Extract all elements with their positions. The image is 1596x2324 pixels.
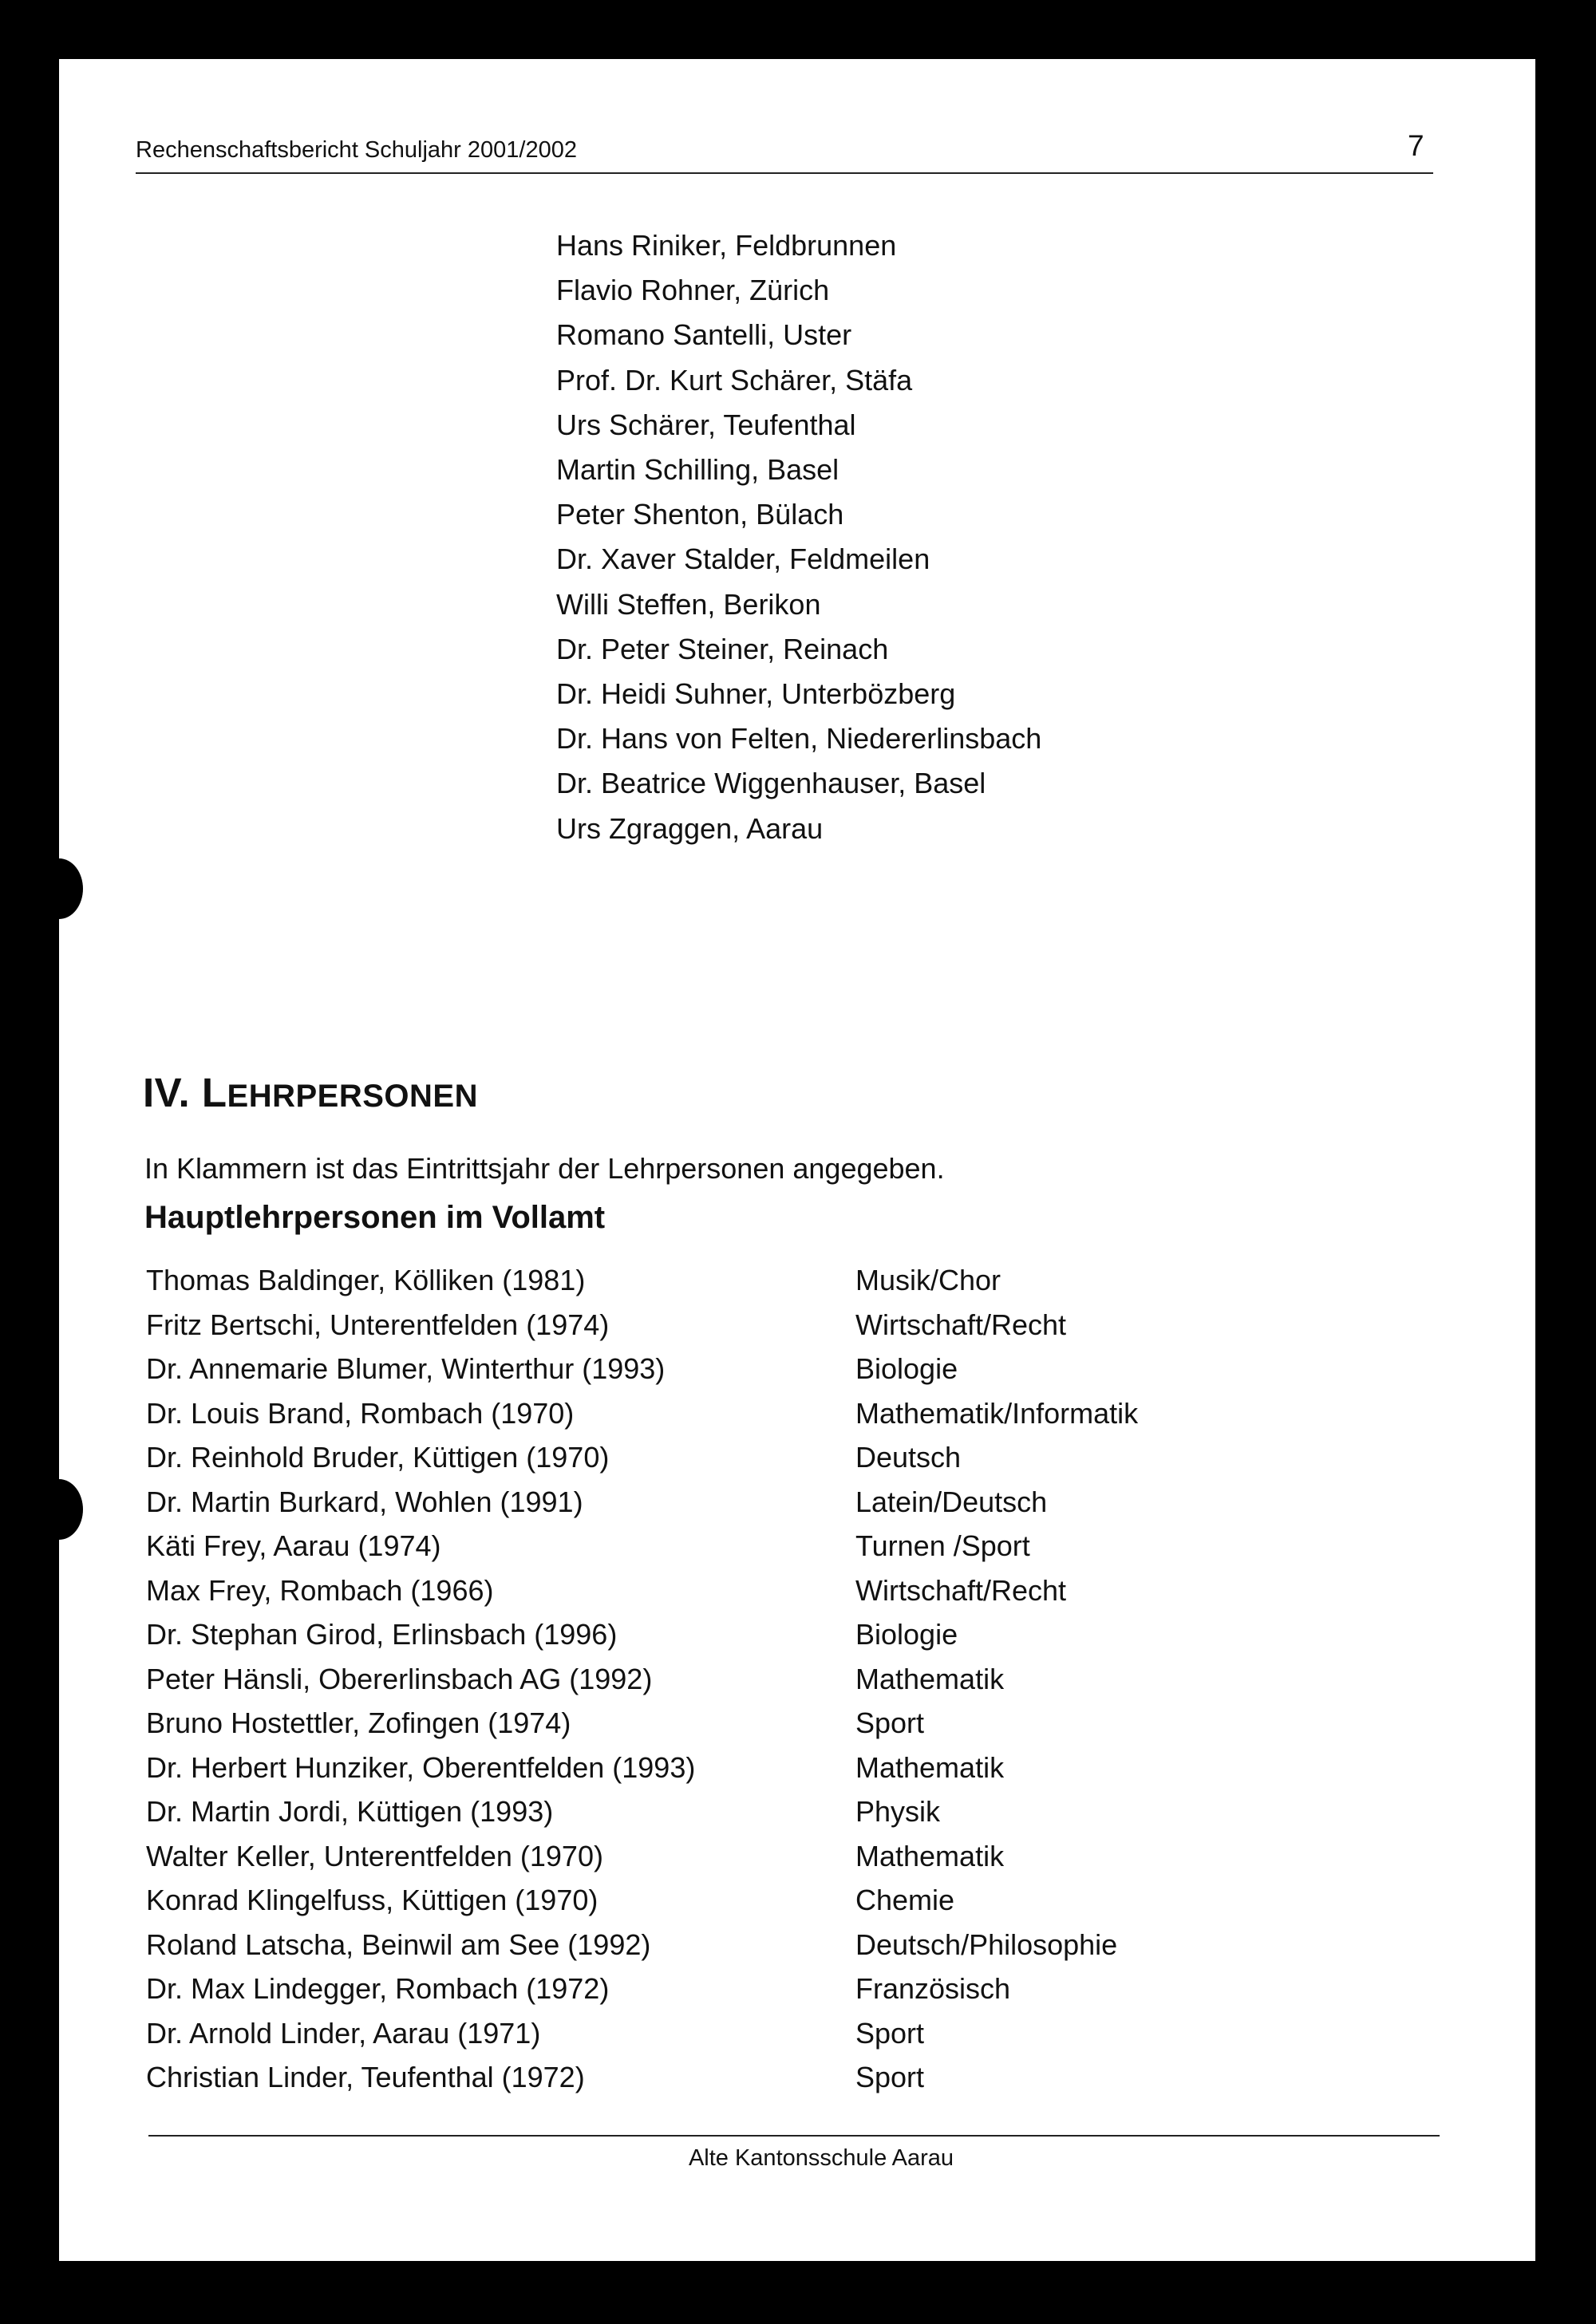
teacher-name: Walter Keller, Unterentfelden (1970) [146,1839,603,1872]
footer-rule [148,2135,1440,2137]
table-row [146,1657,1263,1702]
teacher-subject: Sport [855,2016,925,2050]
list-item: Hans Riniker, Feldbrunnen [556,229,897,262]
table-row [146,1923,1263,1967]
teacher-name: Roland Latscha, Beinwil am See (1992) [146,1927,651,1961]
table-row [146,1568,1263,1613]
teacher-subject: Latein/Deutsch [855,1485,1048,1518]
teacher-name: Dr. Max Lindegger, Rombach (1972) [146,1972,610,2005]
teacher-subject: Turnen /Sport [855,1529,1030,1562]
teacher-name: Dr. Herbert Hunziker, Oberentfelden (1993) [146,1750,696,1784]
teacher-name: Bruno Hostettler, Zofingen (1974) [146,1707,571,1739]
table-row [146,1435,1263,1480]
table-row [146,1391,1263,1436]
list-item: Prof. Dr. Kurt Schärer, Stäfa [556,363,913,397]
teacher-name: Dr. Martin Jordi, Küttigen (1993) [146,1795,554,1828]
table-row [146,1746,1263,1790]
table-row [146,1480,1263,1525]
section-intro: In Klammern ist das Eintrittsjahr der Lehrpersonen angegeben. [144,1152,945,1185]
footer-text: Alte Kantonsschule Aarau [688,2145,954,2171]
list-item: Urs Zgraggen, Aarau [556,811,824,845]
list-item: Martin Schilling, Basel [556,453,839,487]
table-row [146,1701,1263,1746]
teacher-subject: Wirtschaft/Recht [855,1308,1067,1341]
section-number: IV. [143,1070,191,1115]
teacher-name: Christian Linder, Teufenthal (1972) [146,2061,585,2093]
teacher-name: Käti Frey, Aarau (1974) [146,1529,441,1562]
table-row [146,1834,1263,1879]
teacher-subject: Sport [855,1707,925,1739]
table-row [146,1303,1263,1347]
section-title-initial: L [201,1070,227,1115]
table-row [146,2011,1263,2056]
teacher-subject: Musik/Chor [855,1264,1001,1296]
teacher-name: Dr. Arnold Linder, Aarau (1971) [146,2016,541,2050]
list-item: Dr. Peter Steiner, Reinach [556,632,889,665]
teacher-name: Peter Hänsli, Obererlinsbach AG (1992) [146,1662,653,1695]
section-title [143,1069,478,1116]
section-title-rest: EHRPERSONEN [227,1079,478,1114]
teacher-name: Dr. Martin Burkard, Wohlen (1991) [146,1485,583,1518]
teacher-name: Fritz Bertschi, Unterentfelden (1974) [146,1308,610,1341]
table-row [146,1789,1263,1834]
commission-member-list [556,223,1041,851]
teacher-subject: Deutsch/Philosophie [855,1927,1118,1961]
teacher-subject: Chemie [855,1884,955,1916]
table-row [146,1612,1263,1657]
table-row [146,1258,1263,1303]
subheading: Hauptlehrpersonen im Vollamt [144,1200,606,1235]
teacher-subject: Biologie [855,1618,958,1651]
table-row [146,1524,1263,1568]
teacher-name: Thomas Baldinger, Kölliken (1981) [146,1264,586,1296]
teacher-table [146,1258,1263,2100]
teacher-subject: Wirtschaft/Recht [855,1573,1067,1607]
table-row [146,2055,1263,2100]
list-item: Dr. Beatrice Wiggenhauser, Basel [556,767,986,800]
teacher-name: Dr. Reinhold Bruder, Küttigen (1970) [146,1441,610,1474]
teacher-name: Dr. Louis Brand, Rombach (1970) [146,1396,575,1430]
list-item: Willi Steffen, Berikon [556,587,821,621]
teacher-subject: Deutsch [855,1441,962,1474]
punch-hole-top [35,858,83,919]
list-item: Dr. Hans von Felten, Niedererlinsbach [556,722,1042,756]
page-number: 7 [1408,129,1424,162]
teacher-subject: Mathematik [855,1662,1005,1695]
punch-hole-bottom [35,1479,83,1540]
teacher-subject: Biologie [855,1352,958,1385]
teacher-subject: Mathematik/Informatik [855,1396,1139,1430]
teacher-subject: Mathematik [855,1839,1005,1872]
table-row [146,1347,1263,1391]
list-item: Dr. Xaver Stalder, Feldmeilen [556,543,930,576]
list-item: Flavio Rohner, Zürich [556,274,830,307]
header-rule [136,172,1433,174]
list-item: Peter Shenton, Bülach [556,498,844,531]
teacher-name: Konrad Klingelfuss, Küttigen (1970) [146,1884,598,1916]
header-title: Rechenschaftsbericht Schuljahr 2001/2002 [136,137,577,163]
teacher-subject: Physik [855,1795,941,1828]
table-row [146,1878,1263,1923]
document-page [59,59,1535,2261]
list-item: Urs Schärer, Teufenthal [556,408,856,441]
list-item: Dr. Heidi Suhner, Unterbözberg [556,677,956,711]
teacher-subject: Sport [855,2061,925,2093]
teacher-name: Dr. Annemarie Blumer, Winterthur (1993) [146,1352,666,1385]
teacher-name: Max Frey, Rombach (1966) [146,1573,494,1607]
teacher-name: Dr. Stephan Girod, Erlinsbach (1996) [146,1618,618,1651]
teacher-subject: Mathematik [855,1750,1005,1784]
list-item: Romano Santelli, Uster [556,318,852,352]
table-row [146,1967,1263,2011]
teacher-subject: Französisch [855,1972,1011,2005]
